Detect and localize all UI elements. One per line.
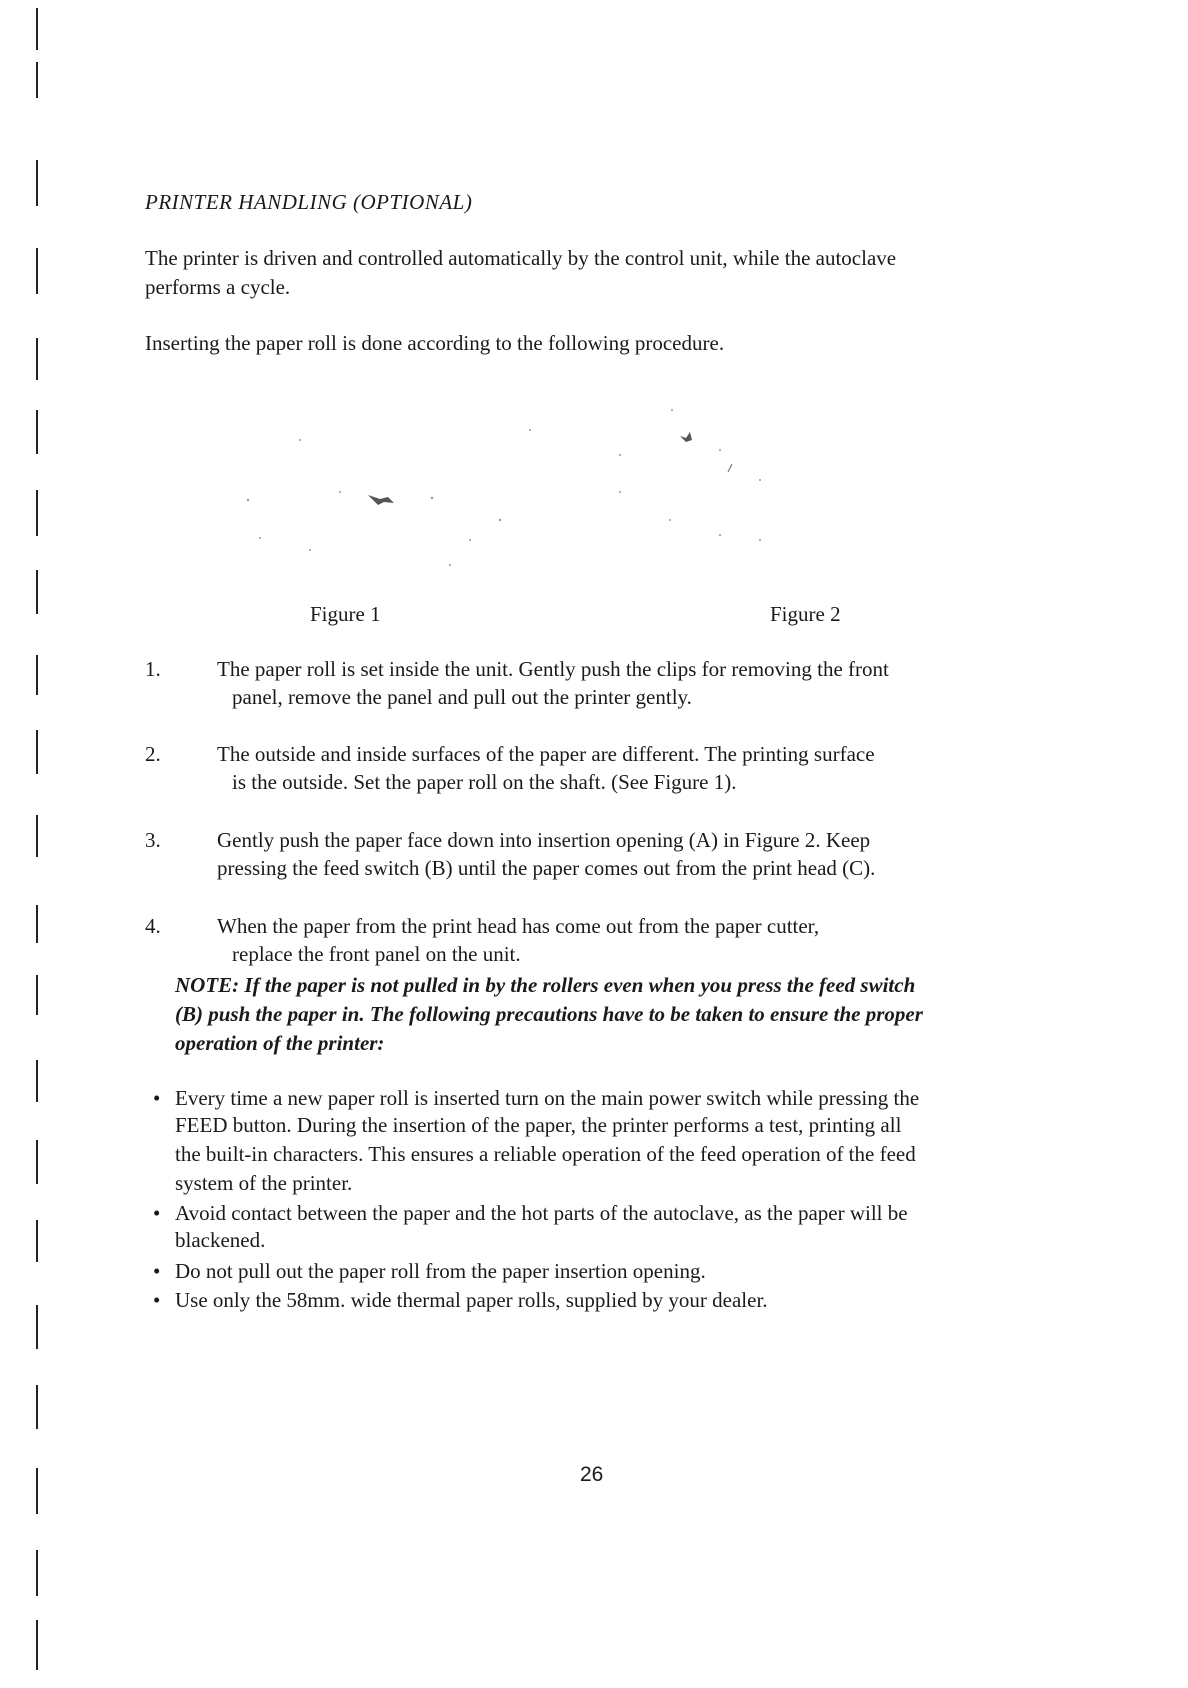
step-number: 2.: [145, 742, 161, 766]
figure2-fragment: [680, 432, 692, 442]
binder-mark: [36, 730, 38, 774]
step-text-line: is the outside. Set the paper roll on the shaft. (See Figure 1).: [232, 770, 737, 794]
intro-line-1: The printer is driven and controlled automatically by the control unit, while the autoclave: [145, 246, 897, 270]
step-text-line: When the paper from the print head has come out from the paper cutter,: [217, 914, 820, 938]
binder-mark: [36, 1060, 38, 1102]
step-number: 1.: [145, 657, 161, 681]
binder-mark: [36, 62, 38, 98]
figure-specks: [200, 400, 1050, 600]
step-text-line: The paper roll is set inside the unit. Gently push the clips for removing the front: [217, 657, 889, 681]
bullet-text: blackened.: [175, 1228, 266, 1252]
bullet-item: [153, 1257, 706, 1286]
note-line: (B) push the paper in. The following precautions have to be taken to ensure the proper: [175, 1002, 923, 1026]
note-line: NOTE: If the paper is not pulled in by the rollers even when you press the feed switch: [175, 973, 916, 997]
binder-mark: [36, 1220, 38, 1262]
bullet-dot: •: [153, 1259, 161, 1283]
step-text-line: panel, remove the panel and pull out the printer gently.: [232, 685, 692, 709]
step-text-line: The outside and inside surfaces of the paper are different. The printing surface: [217, 742, 875, 766]
binder-mark: [36, 1385, 38, 1429]
bullet-text: the built-in characters. This ensures a reliable operation of the feed operation of the feed: [175, 1142, 916, 1166]
binder-mark: [36, 338, 38, 380]
bullet-dot: •: [153, 1288, 161, 1312]
binder-mark: [36, 410, 38, 454]
step-number: 4.: [145, 914, 161, 938]
binder-mark: [36, 490, 38, 536]
step-text-line: pressing the feed switch (B) until the paper comes out from the print head (C).: [217, 856, 876, 880]
binder-mark: [36, 1620, 38, 1670]
binder-mark: [36, 160, 38, 206]
procedure-intro: Inserting the paper roll is done according to the following procedure.: [145, 331, 725, 355]
binder-mark: [36, 815, 38, 857]
note-line: operation of the printer:: [175, 1031, 385, 1055]
step-text-line: replace the front panel on the unit.: [232, 942, 521, 966]
bullet-dot: •: [153, 1086, 161, 1110]
bullet-item: [153, 1286, 768, 1315]
figure1-label: Figure 1: [310, 602, 381, 626]
binder-mark: [36, 570, 38, 614]
page-number: 26: [580, 1463, 604, 1486]
section-title: PRINTER HANDLING (OPTIONAL): [145, 190, 473, 214]
binder-mark: [36, 1468, 38, 1514]
binder-mark: [36, 655, 38, 695]
step-text-line: Gently push the paper face down into insertion opening (A) in Figure 2. Keep: [217, 828, 871, 852]
step-number: 3.: [145, 828, 161, 852]
binder-mark: [36, 1305, 38, 1349]
binder-mark: [36, 905, 38, 943]
binder-mark: [36, 248, 38, 294]
bullet-item: [153, 1084, 919, 1113]
figures-area: [200, 400, 1050, 600]
bullet-text: Avoid contact between the paper and the hot parts of the autoclave, as the paper will be: [175, 1201, 908, 1225]
figure2-label: Figure 2: [770, 602, 841, 626]
binder-mark: [36, 8, 38, 50]
binder-mark: [36, 1550, 38, 1596]
bullet-text: FEED button. During the insertion of the paper, the printer performs a test, printing all: [175, 1113, 902, 1137]
bullet-text: Use only the 58mm. wide thermal paper rolls, supplied by your dealer.: [175, 1288, 768, 1312]
bullet-item: [153, 1199, 908, 1228]
intro-line-2: performs a cycle.: [145, 275, 291, 299]
bullet-text: system of the printer.: [175, 1171, 353, 1195]
bullet-text: Every time a new paper roll is inserted turn on the main power switch while pressing the: [175, 1086, 920, 1110]
bullet-text: Do not pull out the paper roll from the paper insertion opening.: [175, 1259, 706, 1283]
binder-mark: [36, 975, 38, 1015]
binder-mark: [36, 1140, 38, 1184]
bullet-dot: •: [153, 1201, 161, 1225]
figure1-fragment: [368, 495, 394, 505]
